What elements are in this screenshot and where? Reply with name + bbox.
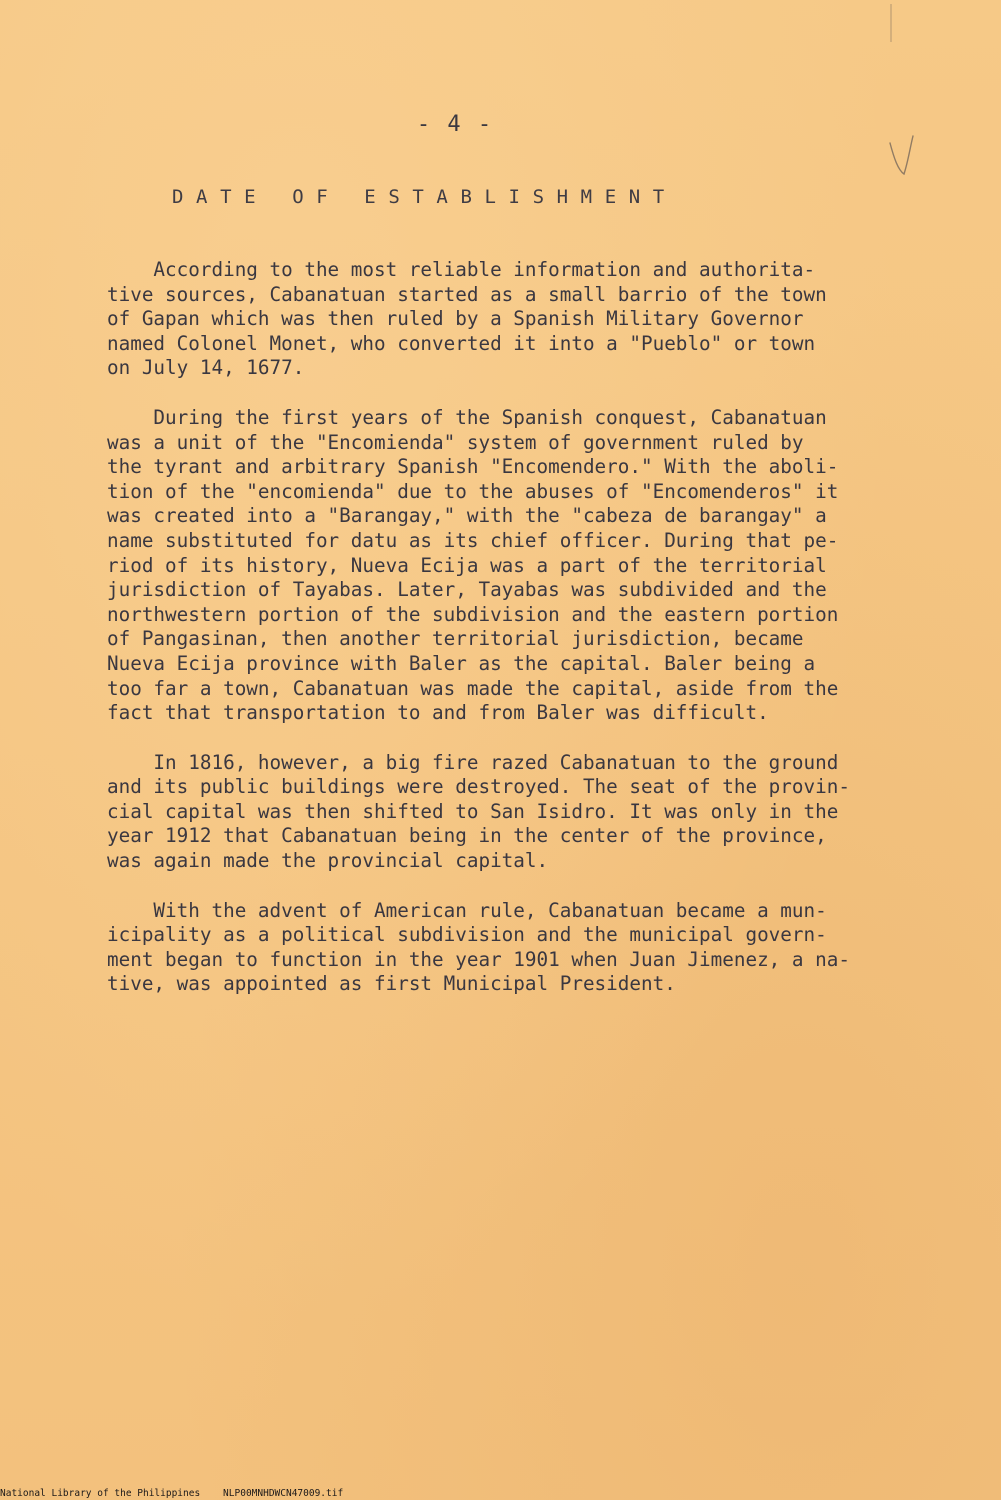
text-line: In 1816, however, a big fire razed Cabanatuan to the ground	[107, 750, 839, 774]
text-line: With the advent of American rule, Cabanatuan became a mun-	[107, 898, 827, 922]
text-line: named Colonel Monet, who converted it into a "Pueblo" or town	[107, 331, 816, 355]
margin-tick-mark	[885, 0, 897, 46]
text-line: icipality as a political subdivision and the municipal govern-	[107, 923, 827, 947]
text-line: too far a town, Cabanatuan was made the capital, aside from the	[107, 676, 839, 700]
scan-footer: National Library of the Philippines NLP00MNHDWCN47009.tif	[0, 1488, 344, 1499]
text-line: and its public buildings were destroyed. The seat of the provin-	[107, 775, 850, 799]
text-line: name substituted for datu as its chief officer. During that pe-	[107, 528, 839, 552]
text-line: tive sources, Cabanatuan started as a small barrio of the town	[107, 282, 827, 306]
text-line: tive, was appointed as first Municipal President.	[107, 972, 676, 996]
text-line: northwestern portion of the subdivision and the eastern portion	[107, 602, 839, 626]
text-line: of Pangasinan, then another territorial jurisdiction, became	[107, 627, 804, 651]
text-line: jurisdiction of Tayabas. Later, Tayabas was subdivided and the	[107, 578, 827, 602]
page-number: - 4 -	[416, 112, 494, 137]
paragraph-1	[107, 258, 907, 381]
paragraph-3	[107, 751, 907, 874]
text-line: According to the most reliable information and authorita-	[107, 258, 816, 281]
text-line: was again made the provincial capital.	[107, 849, 549, 873]
text-line: on July 14, 1677.	[107, 356, 305, 380]
text-line: year 1912 that Cabanatuan being in the center of the province,	[107, 824, 827, 848]
text-line: fact that transportation to and from Baler was difficult.	[107, 701, 769, 725]
text-line: was a unit of the "Encomienda" system of government ruled by	[107, 430, 804, 454]
text-line: the tyrant and arbitrary Spanish "Encomendero." With the aboli-	[107, 455, 839, 479]
text-line: ment began to function in the year 1901 when Juan Jimenez, a na-	[107, 947, 850, 971]
text-line: was created into a "Barangay," with the "cabeza de barangay" a	[107, 504, 827, 528]
handwritten-check-mark	[880, 128, 920, 188]
paragraph-4	[107, 899, 907, 997]
text-line: cial capital was then shifted to San Isidro. It was only in the	[107, 799, 839, 823]
body-text	[107, 258, 907, 1022]
section-heading: DATE OF ESTABLISHMENT	[172, 186, 677, 208]
text-line: riod of its history, Nueva Ecija was a part of the territorial	[107, 553, 827, 577]
text-line: of Gapan which was then ruled by a Spanish Military Governor	[107, 307, 804, 331]
text-line: tion of the "encomienda" due to the abuses of "Encomenderos" it	[107, 479, 839, 503]
text-line: Nueva Ecija province with Baler as the capital. Baler being a	[107, 651, 816, 675]
text-line: During the first years of the Spanish conquest, Cabanatuan	[107, 405, 827, 429]
paragraph-2	[107, 406, 907, 726]
